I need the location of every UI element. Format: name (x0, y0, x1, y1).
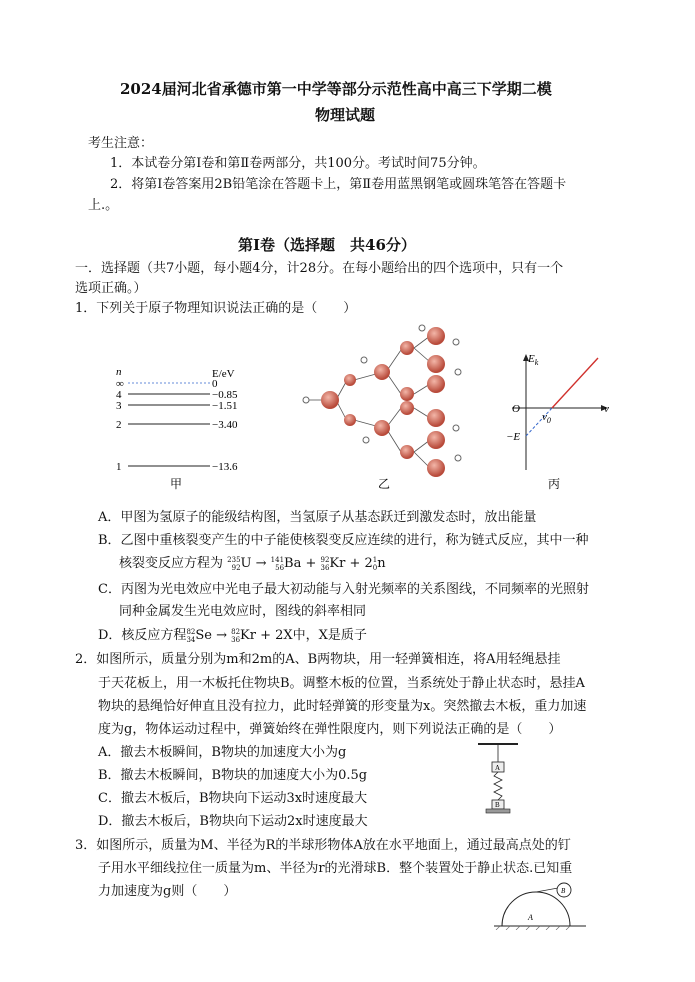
level-e: −13.6 (212, 461, 238, 473)
v0-label: $v_0$ (542, 411, 551, 425)
q2-stem-line2: 于天花板上，用一木板托住物块B。调整木板的位置，当系统处于静止状态时，悬挂A (98, 676, 585, 691)
q2-option-c: C．撤去木板后，B物块向下运动3x时速度最大 (98, 791, 368, 806)
hemisphere-a-label: A (528, 913, 533, 922)
q1-option-a: A．甲图为氢原子的能级结构图，当氢原子从基态跃迁到激发态时，放出能量 (98, 510, 537, 525)
axis-e-label: E/eV (212, 368, 235, 380)
block-b-label: B (495, 801, 500, 809)
q1-stem: 1．下列关于原子物理知识说法正确的是（ ） (75, 301, 357, 316)
q2-stem-line1: 2．如图所示，质量分别为m和2m的A、B两物块，用一轻弹簧相连，将A用轻绳悬挂 (75, 652, 561, 667)
ek-label: $E_k$ (528, 353, 539, 367)
notice-item-2: 2．将第Ⅰ卷答案用2B铅笔涂在答题卡上，第Ⅱ卷用蓝黑钢笔或圆珠笔答在答题卡 (110, 177, 567, 192)
level-e: 0 (212, 378, 218, 390)
neg-e-label: −E (506, 431, 521, 443)
hemisphere-ball-diagram (490, 876, 590, 930)
figure-caption: 乙 (378, 477, 391, 491)
notice-heading: 考生注意： (88, 136, 154, 151)
level-n: 2 (116, 419, 122, 431)
level-n: 4 (116, 389, 122, 401)
v-axis-label: v (604, 403, 609, 415)
q2-option-a: A．撤去木板瞬间，B物块的加速度大小为g (98, 745, 347, 760)
figure-caption: 丙 (548, 477, 561, 491)
chain-reaction-diagram (296, 322, 472, 492)
level-n: ∞ (116, 378, 124, 390)
section-heading: 第Ⅰ卷（选择题 共46分） (238, 236, 416, 254)
q2-option-d: D．撤去木板后，B物块向下运动2x时速度最大 (98, 814, 368, 829)
q2-stem-line3: 物块的悬绳恰好伸直且没有拉力，此时轻弹簧的形变量为x。突然撤去木板，重力加速 (98, 699, 587, 714)
q1-option-c-cont: 同种金属发生光电效应时，图线的斜率相同 (119, 604, 367, 619)
section-intro: 一．选择题（共7小题，每小题4分，计28分。在每小题给出的四个选项中，只有一个 (75, 261, 564, 276)
q1-option-c: C．丙图为光电效应中光电子最大初动能与入射光频率的关系图线，不同频率的光照射 (98, 582, 589, 597)
level-e: −1.51 (212, 400, 238, 412)
ball-b-label: B (561, 887, 566, 895)
q3-stem-line3: 力加速度为g则（ ） (98, 884, 237, 899)
axis-n-label: n (116, 366, 122, 378)
photoelectric-graph (500, 348, 615, 493)
level-n: 1 (116, 461, 122, 473)
section-intro-cont: 选项正确。） (75, 281, 147, 296)
exam-subtitle: 物理试题 (315, 106, 376, 124)
level-n: 3 (116, 400, 122, 412)
q2-stem-line4: 度为g，物体运动过程中，弹簧始终在弹性限度内，则下列说法正确的是（ ） (98, 722, 562, 737)
notice-item-1: 1．本试卷分第Ⅰ卷和第Ⅱ卷两部分，共100分。考试时间75分钟。 (110, 156, 486, 171)
notice-item-2-cont: 上.。 (88, 198, 119, 213)
figure-caption: 甲 (170, 477, 183, 491)
q1-option-d: D．核反应方程 82 34 Se → 82 36 Kr + 2X中，X是质子 (98, 627, 367, 644)
exam-title: 2024届河北省承德市第一中学等部分示范性高中高三下学期二模 (120, 80, 552, 98)
q3-stem-line2: 子用水平细线拉住一质量为m、半径为r的光滑球B．整个装置处于静止状态.已知重 (98, 861, 573, 876)
q2-option-b: B．撤去木板瞬间，B物块的加速度大小为0.5g (98, 768, 368, 783)
level-e: −0.85 (212, 389, 238, 401)
q1-option-b-equation: 核裂变反应方程为 235 92 U → 141 56 Ba + 92 36 Kr + 2 1 0 n (119, 555, 386, 572)
level-e: −3.40 (212, 419, 238, 431)
energy-level-diagram (110, 364, 250, 492)
q3-stem-line1: 3．如图所示，质量为M、半径为R的半球形物体A放在水平地面上，通过最高点处的钉 (75, 838, 571, 853)
q1-option-b: B．乙图中重核裂变产生的中子能使核裂变反应连续的进行，称为链式反应，其中一种 (98, 533, 589, 548)
block-a-label: A (495, 764, 501, 772)
origin-label: O (512, 403, 520, 415)
spring-blocks-diagram (476, 740, 520, 816)
